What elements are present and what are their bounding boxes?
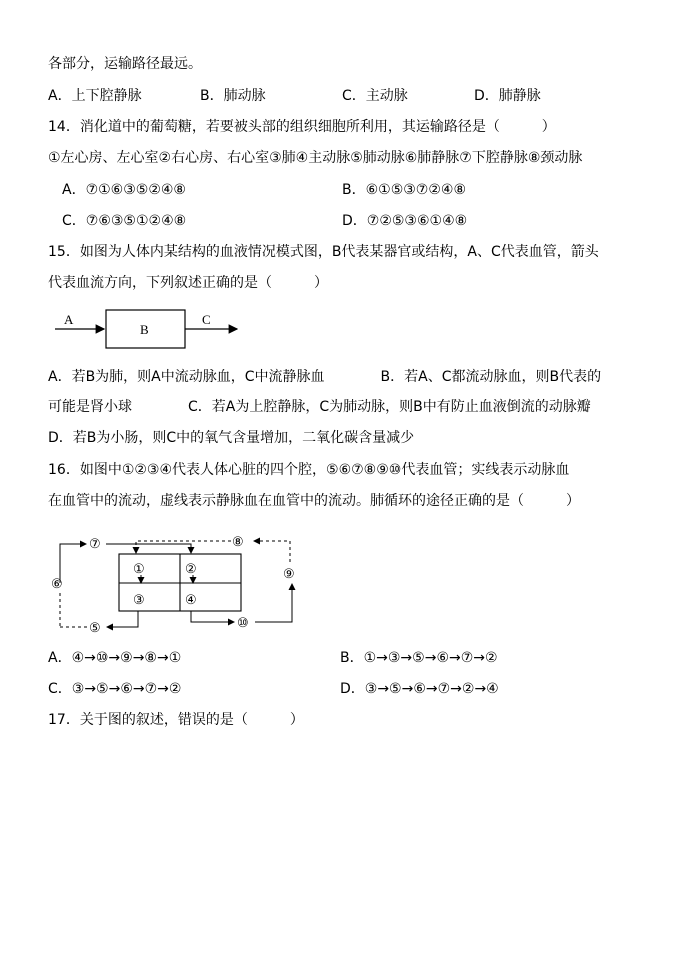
vessel-5: ⑤ [89, 620, 101, 635]
q15-label-a: A [64, 312, 74, 327]
q15-stem-2: 代表血流方向，下列叙述正确的是（ ） [48, 275, 328, 291]
q14-option-a: A．⑦①⑥③⑤②④⑧ [62, 182, 186, 198]
q14-stem: 14．消化道中的葡萄糖，若要被头部的组织细胞所利用，其运输路径是（ ） [48, 119, 556, 135]
q14-option-b: B．⑥①⑤③⑦②④⑧ [342, 182, 467, 198]
q14-option-c: C．⑦⑥③⑤①②④⑧ [62, 213, 187, 229]
vessel-7: ⑦ [89, 536, 101, 551]
chamber-2: ② [185, 561, 197, 576]
q13-option-c: C．主动脉 [342, 88, 408, 104]
q13-option-a: A．上下腔静脉 [48, 88, 142, 104]
q15-stem-1: 15．如图为人体内某结构的血液情况模式图，B代表某器官或结构，A、C代表血管，箭头 [48, 244, 599, 260]
q15-line-1: A．若B为肺，则A中流动脉血，C中流静脉血 B．若A、C都流动脉血，则B代表的 [48, 369, 602, 385]
q16-stem-2: 在血管中的流动，虚线表示静脉血在血管中的流动。肺循环的途径正确的是（ ） [48, 493, 580, 509]
q16-option-d: D．③→⑤→⑥→⑦→②→④ [340, 681, 499, 697]
intro-line: 各部分，运输路径最远。 [48, 56, 202, 72]
q13-option-d: D．肺静脉 [474, 88, 541, 104]
chamber-3: ③ [133, 592, 145, 607]
q14-option-d: D．⑦②⑤③⑥①④⑧ [342, 213, 468, 229]
q16-stem-1: 16．如图中①②③④代表人体心脏的四个腔，⑤⑥⑦⑧⑨⑩代表血管；实线表示动脉血 [48, 462, 570, 478]
q13-option-b: B．肺动脉 [200, 88, 266, 104]
vessel-6: ⑥ [51, 576, 63, 591]
chamber-1: ① [133, 561, 145, 576]
vessel-8: ⑧ [232, 534, 244, 549]
q15-label-b: B [140, 322, 149, 337]
chamber-4: ④ [185, 592, 197, 607]
q16-option-c: C．③→⑤→⑥→⑦→② [48, 681, 182, 697]
vessel-9: ⑨ [283, 566, 295, 581]
q15-line-2: 可能是肾小球 C．若A为上腔静脉，C为肺动脉，则B中有防止血液倒流的动脉瓣 [48, 399, 591, 415]
q16-option-a: A．④→⑩→⑨→⑧→① [48, 650, 182, 666]
q15-line-3: D．若B为小肠，则C中的氧气含量增加，二氧化碳含量减少 [48, 430, 415, 446]
q17-stem: 17．关于图的叙述，错误的是（ ） [48, 712, 304, 728]
vessel-10: ⑩ [237, 615, 249, 630]
q14-list: ①左心房、左心室②右心房、右心室③肺④主动脉⑤肺动脉⑥肺静脉⑦下腔静脉⑧颈动脉 [48, 150, 583, 166]
q16-diagram [48, 526, 308, 638]
q15-label-c: C [202, 312, 211, 327]
q15-diagram [55, 305, 245, 353]
q16-option-b: B．①→③→⑤→⑥→⑦→② [340, 650, 498, 666]
